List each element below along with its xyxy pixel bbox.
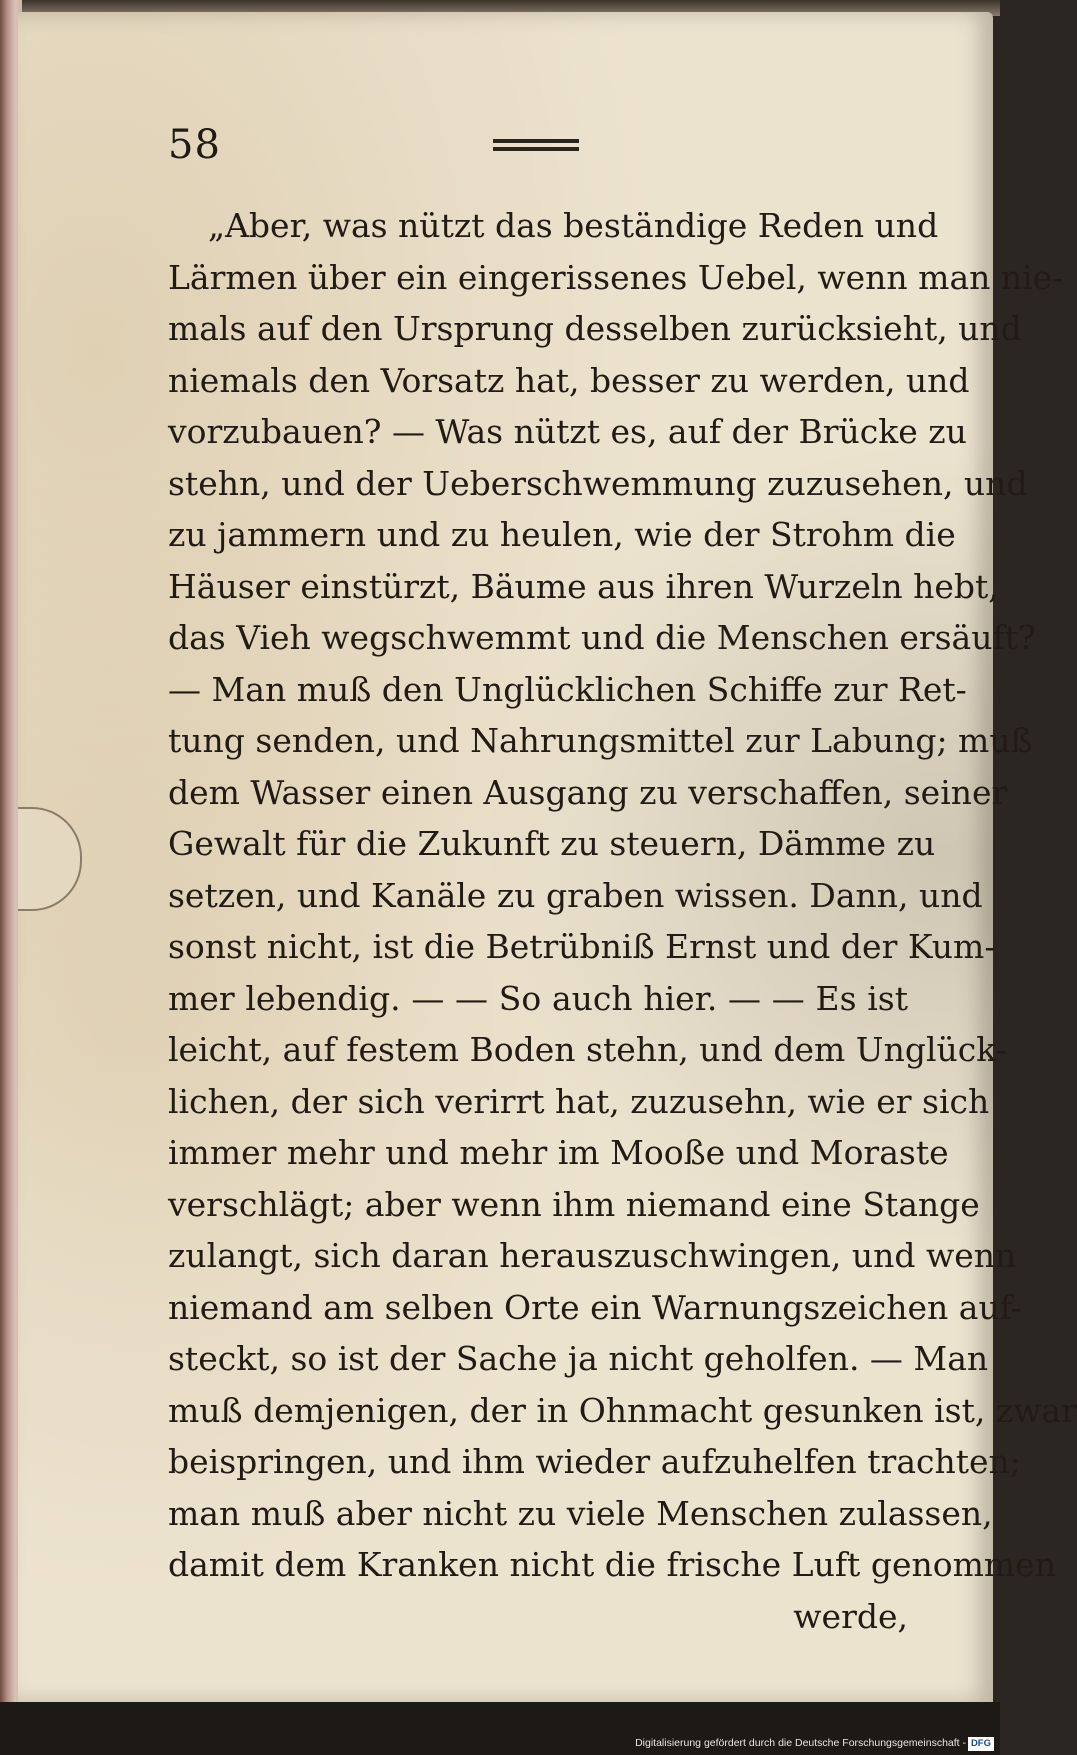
text-line: niemand am selben Orte ein Warnungszeichen auf- bbox=[168, 1287, 1022, 1327]
text-line-last: werde, bbox=[793, 1596, 908, 1636]
text-line: zu jammern und zu heulen, wie der Strohm die bbox=[168, 515, 956, 554]
text-line: vorzubauen? — Was nützt es, auf der Brücke zu bbox=[168, 412, 967, 451]
text-line: das Vieh wegschwemmt und die Menschen ersäuft? bbox=[168, 618, 1036, 657]
text-line: sonst nicht, ist die Betrübniß Ernst und der Kum- bbox=[168, 927, 996, 966]
text-line: lichen, der sich verirrt hat, zuzusehn, wie er sich bbox=[168, 1081, 990, 1121]
digitization-credit: Digitalisierung gefördert durch die Deutsche Forschungsgemeinschaft - bbox=[635, 1737, 966, 1749]
clasp-outline bbox=[18, 807, 82, 911]
text-line: niemals den Vorsatz hat, besser zu werden, und bbox=[168, 360, 970, 400]
text-line: man muß aber nicht zu viele Menschen zulassen, bbox=[168, 1493, 993, 1533]
text-line: Häuser einstürzt, Bäume aus ihren Wurzeln hebt, bbox=[168, 566, 999, 606]
text-line: steckt, so ist der Sache ja nicht geholfen. — Man bbox=[168, 1339, 989, 1378]
text-line: mals auf den Ursprung desselben zurücksieht, und bbox=[168, 309, 1022, 348]
page-number: 58 bbox=[168, 122, 221, 168]
text-line: dem Wasser einen Ausgang zu verschaffen, seiner bbox=[168, 772, 1008, 812]
text-line: zulangt, sich daran herauszuschwingen, und wenn bbox=[168, 1236, 1017, 1275]
dfg-logo: DFG bbox=[968, 1737, 994, 1751]
text-line: setzen, und Kanäle zu graben wissen. Dann, und bbox=[168, 875, 983, 915]
text-line: Lärmen über ein eingerissenes Uebel, wenn man nie- bbox=[168, 257, 1064, 297]
body-text bbox=[168, 200, 1077, 1642]
text-line: Gewalt für die Zukunft zu steuern, Dämme zu bbox=[168, 824, 936, 863]
text-line: „Aber, was nützt das beständige Reden und bbox=[208, 206, 939, 245]
text-line: verschlägt; aber wenn ihm niemand eine Stange bbox=[168, 1184, 980, 1224]
text-line: beispringen, und ihm wieder aufzuhelfen trachten; bbox=[168, 1442, 1021, 1481]
text-line: muß demjenigen, der in Ohnmacht gesunken ist, zwar bbox=[168, 1390, 1077, 1430]
text-line: damit dem Kranken nicht die frische Luft genommen bbox=[168, 1545, 1056, 1584]
header-rule bbox=[493, 139, 579, 159]
text-line: — Man muß den Unglücklichen Schiffe zur Ret- bbox=[168, 669, 967, 709]
text-line: immer mehr und mehr im Mooße und Moraste bbox=[168, 1133, 949, 1172]
text-line: mer lebendig. — — So auch hier. — — Es ist bbox=[168, 978, 908, 1018]
text-line: tung senden, und Nahrungsmittel zur Labung; muß bbox=[168, 721, 1033, 760]
footer-bar bbox=[0, 1702, 1000, 1755]
text-line: leicht, auf festem Boden stehn, und dem Unglück- bbox=[168, 1030, 1007, 1069]
text-line: stehn, und der Ueberschwemmung zuzusehen, und bbox=[168, 463, 1028, 503]
